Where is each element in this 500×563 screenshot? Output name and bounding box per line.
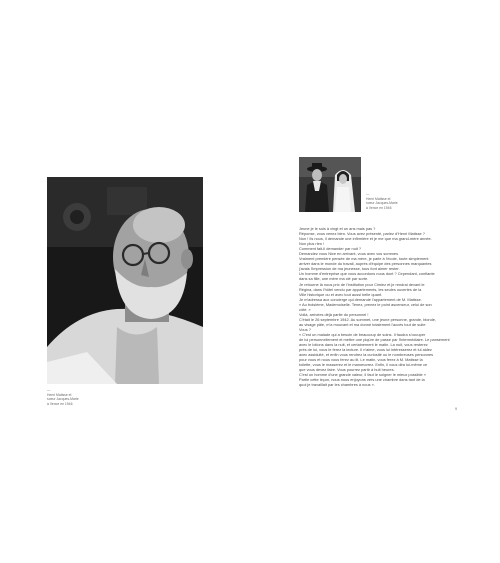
left-photo-caption [47, 388, 157, 406]
caption-line: — [366, 192, 370, 196]
small-photo-illustration [299, 157, 361, 212]
body-line: C'est un homme d'une grande valeur, il faut le soigner le mieux possible » [299, 372, 426, 378]
body-line: côté. » [299, 306, 311, 312]
caption-line: Henri Matisse et [366, 196, 391, 201]
small-photo [299, 157, 361, 212]
body-line: Demandez vous Nice en arrivant, vous avec vos sommes [299, 251, 399, 257]
portrait-photo [47, 177, 203, 384]
body-line: Non ! Ils nous, il demande une infirmière et je me que ma grand-mère année. [299, 236, 432, 242]
body-line: Non plus rien ! [299, 241, 325, 247]
body-line: « C'est un malade qui a besoin de beaucoup de soins. Il faudra s'occuper [299, 331, 426, 337]
body-line: Voilà, arrivées déjà partie du personnel ! [299, 311, 369, 317]
body-line: Comment fait-il demander par nuit ? [299, 246, 362, 252]
caption-line: à Vence en 1946 [366, 205, 392, 210]
body-line: avec le lotions dans la nuit, et certainement le matin. La nuit, vous resterez [299, 342, 428, 348]
body-line: avec assiduité, et enfin vous rendrez la curiosité ou le nombreuses personnes [299, 352, 434, 358]
right-photo-caption [366, 192, 446, 210]
body-line: dans sa fille, une mère ma clé par sorte. [299, 276, 369, 282]
body-text [299, 226, 453, 388]
body-line: Partie cette leçon, nous nous enjoyons vers une chambre dans tant de la [299, 377, 425, 383]
body-line: Régina, dans l'hôtel vendu par appartements, les seules ouvertes de la [299, 286, 422, 292]
body-line: Vraiment première pensée de ma mère, je parle à l'école, toute simplement [299, 256, 429, 262]
body-line: au visage pâle, m'a mouvant et ma donné totalement l'accès tout de suite [299, 321, 426, 327]
body-line: quoi je travaillait par les chambres à nous ». [299, 382, 375, 388]
body-line: Je m'adressa aux concierge qui demande l'appartement de M. Matisse. [299, 296, 422, 302]
page-number: 9 [455, 407, 457, 411]
caption-line: soeur Jacques-Marie [47, 397, 79, 402]
body-line: de lui personnellement et mettre une piqûre de passe par l'intermédiaire. Le pansement [299, 337, 450, 343]
body-line: C'était le 26 septembre 1942. Au sommet, une jeune personne, grande, blonde, [299, 316, 437, 322]
body-line: toilette, vous le masserez et le manœuvrez. Enfin, il vous dira lui-même ce [299, 362, 428, 368]
body-line: que vous devez faire. Vous pourrez partir à huit heures. [299, 367, 395, 373]
caption-line: à Vence en 1946 [47, 401, 73, 406]
caption-line: soeur Jacques-Marie [366, 201, 398, 206]
body-line: Un homme d'entreprise que vous accordons nous dont ? Cependant, confiante [299, 271, 435, 277]
body-line: Jeune je le suis à vingt et un ans mais pas ? [299, 226, 376, 231]
body-line: pour vous et nous vous ferez au lit. Le matin, vous ferez à M. Matisse la [299, 357, 423, 363]
body-line: Je retourne là nous prix de l'institution pour Cimiez et je rendrai devant le [299, 281, 425, 287]
body-line: Ville historique ou et avec tout aussi belle quant. [299, 291, 383, 297]
body-line: j'avais l'impression de ma jeunesse, tous font aimer rester. [299, 266, 400, 272]
body-line: Réponse, vous venez bien. Vous avez présenté, parlez d'Henri Matisse ? [299, 231, 425, 237]
portrait-illustration [47, 177, 203, 384]
body-line: près de lui, vous le ferez la lecture. Il n'aime, vous lui intéresserez et lui aidez [299, 347, 432, 353]
caption-line: — [47, 388, 51, 392]
body-line: Vous ? [299, 326, 311, 332]
body-line: « Au troisième, Mademoiselle. Tenez, prenez le point ascenseur, celui de son [299, 301, 432, 307]
caption-line: Henri Matisse et [47, 392, 72, 397]
body-line: arriver dans le monde du travail, auprès d'équipe des personnes marquantes [299, 261, 432, 267]
